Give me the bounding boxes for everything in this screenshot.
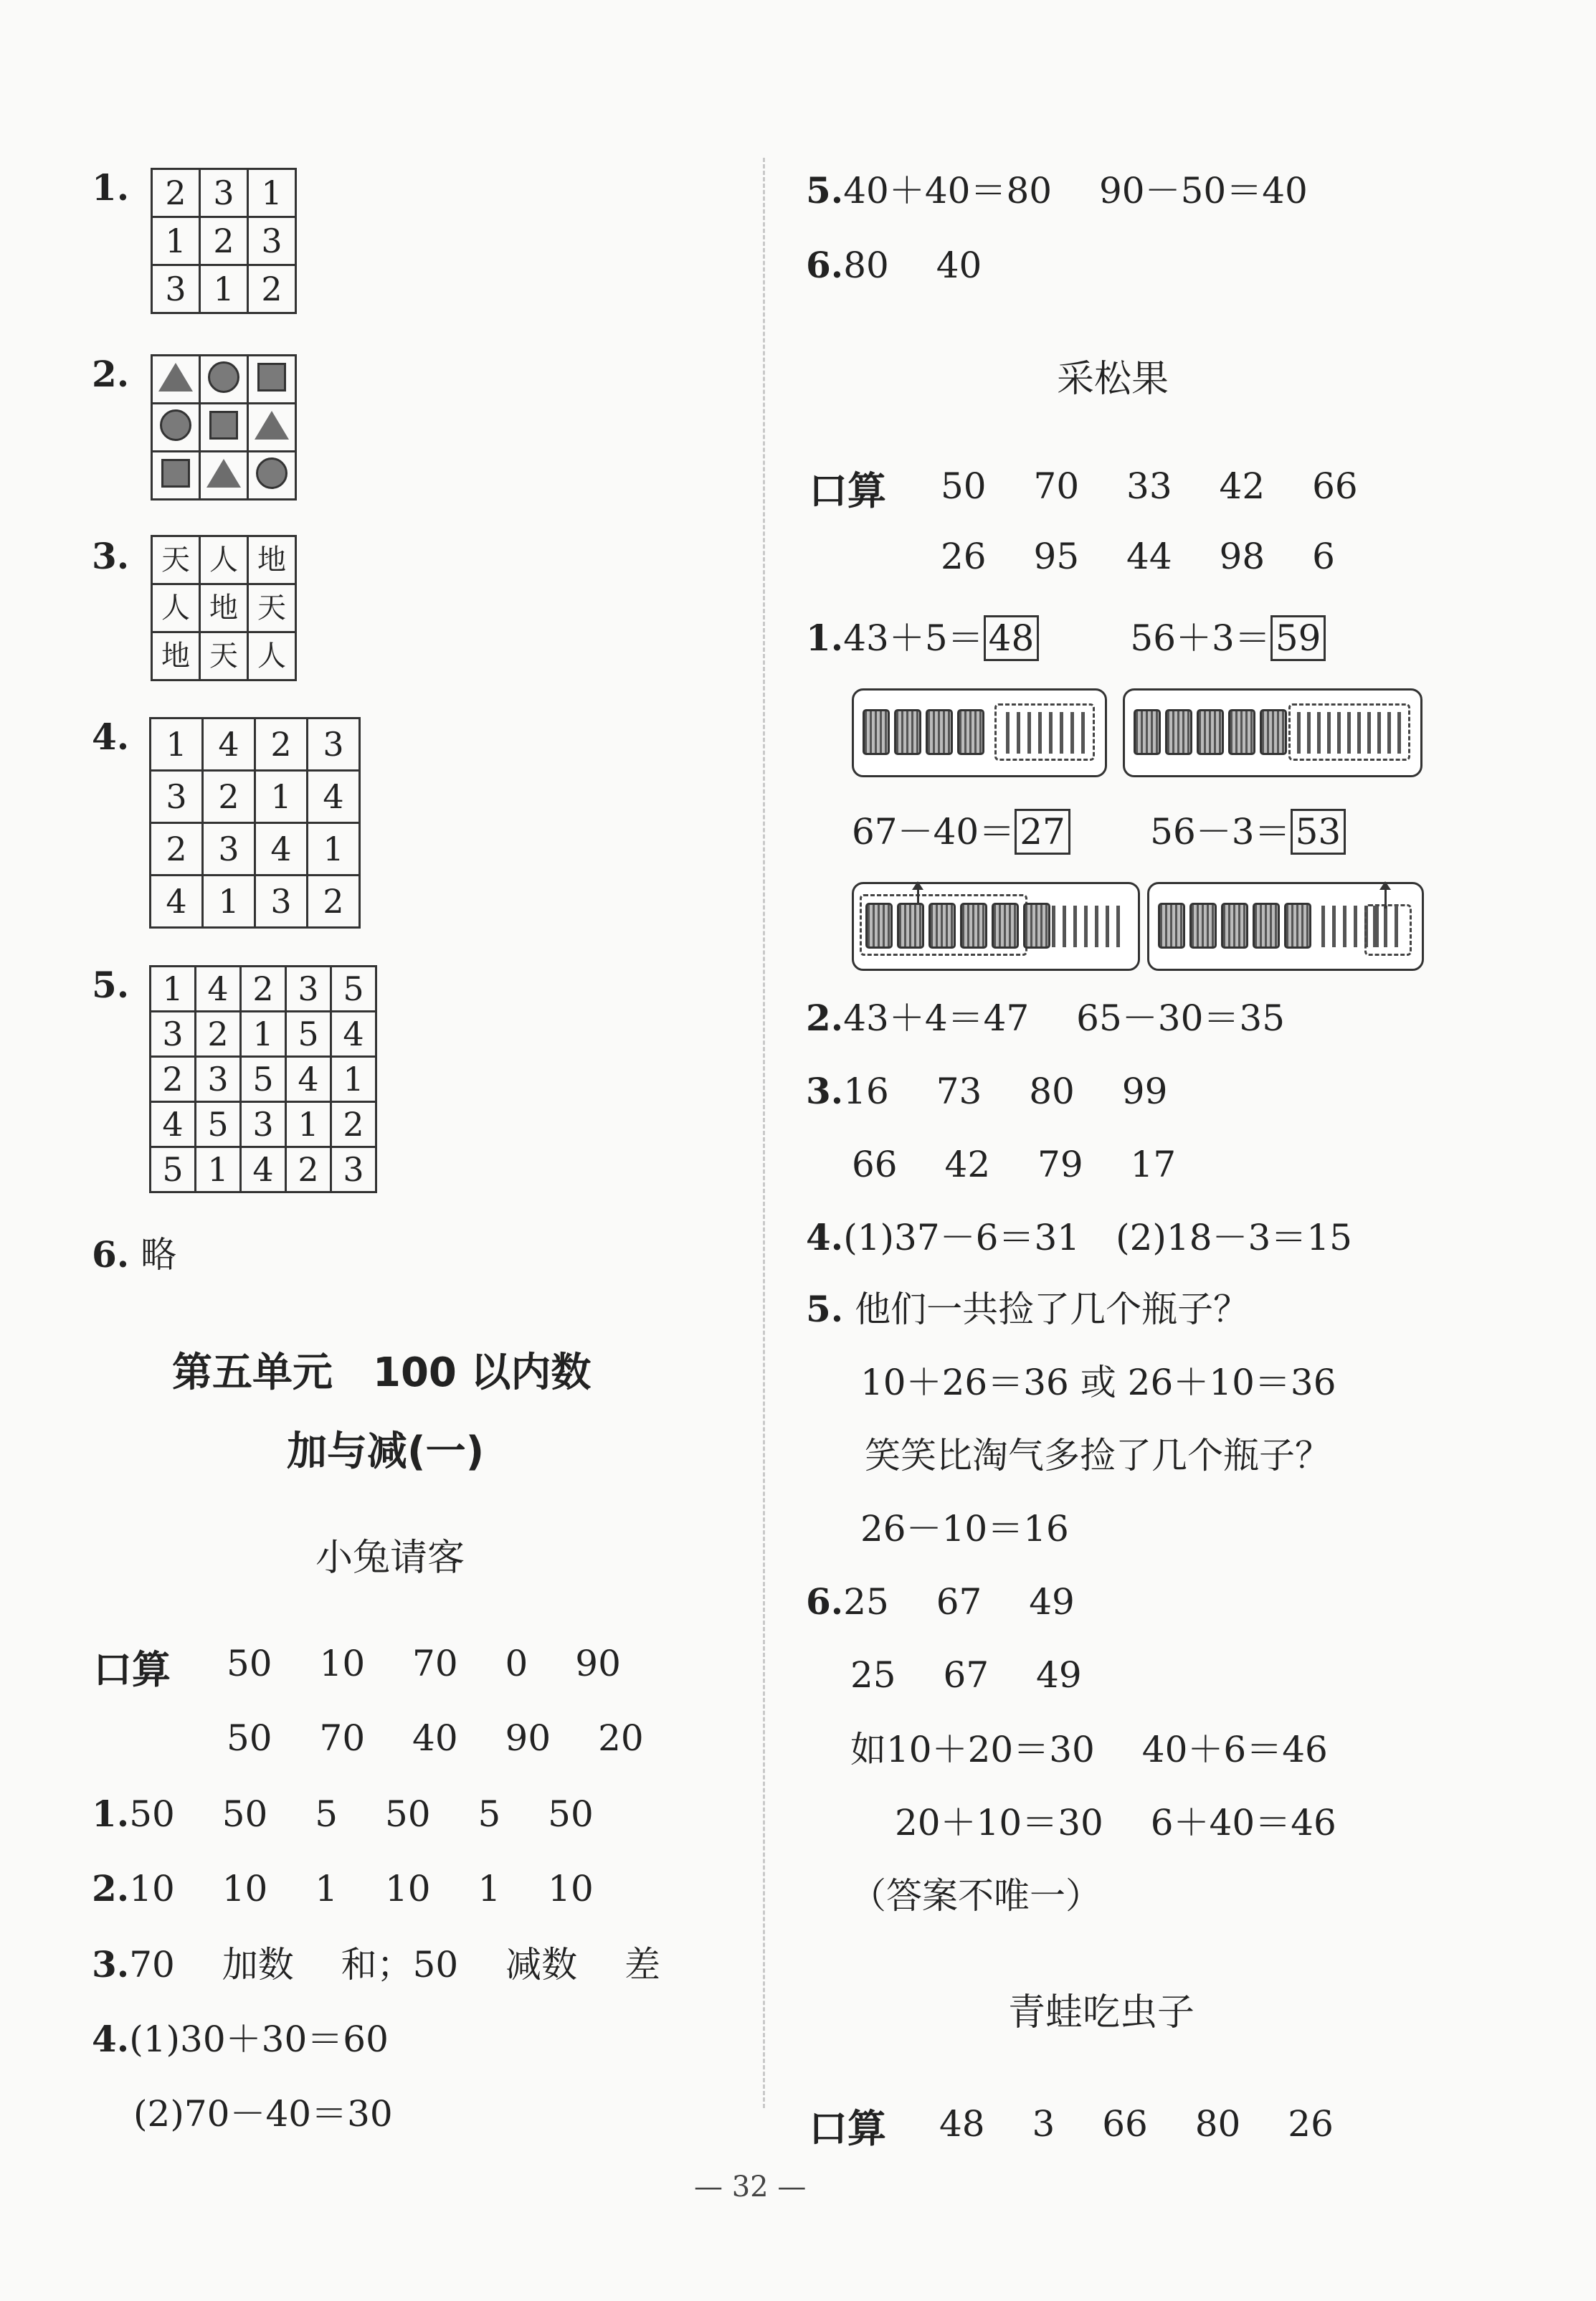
grid-cell: 1: [151, 967, 196, 1012]
stick-bundle-icon: [992, 903, 1019, 949]
grid-cell: 天: [200, 632, 248, 680]
grid-cell: 1: [331, 1057, 376, 1102]
dashed-outline: [1364, 904, 1412, 956]
stick-bundle-icon: [1189, 903, 1217, 949]
b4-line: [806, 1216, 1352, 1259]
b5-question-1: [806, 1288, 1249, 1331]
a4-line2: (2)70－40＝30: [133, 2093, 393, 2135]
stick-bundle-icon: [960, 903, 987, 949]
a4-line1: [92, 2018, 389, 2061]
circle-icon: [208, 361, 239, 393]
q3-number: 3.: [92, 535, 130, 577]
stick-icon: [1070, 712, 1074, 754]
q1-sudoku-grid: [151, 168, 297, 314]
stick-icon: [1397, 712, 1401, 754]
stick-icon: [1027, 712, 1031, 754]
square-icon: [257, 363, 286, 392]
b1-answer-box-2: 59: [1270, 615, 1326, 661]
a1-number: 1.: [92, 1793, 130, 1835]
b6-number: 6.: [806, 1580, 844, 1623]
stick-bundle-icon: [897, 903, 924, 949]
grid-cell: 1: [196, 1147, 241, 1192]
stick-icon: [1073, 906, 1077, 947]
r6-number: 6.: [806, 244, 844, 286]
counting-sticks-picture-3: [852, 882, 1140, 971]
stick-icon: [1081, 712, 1085, 754]
grid-cell: 地: [248, 536, 296, 584]
stick-bundle-icon: [928, 903, 956, 949]
grid-cell: 3: [196, 1057, 241, 1102]
a2-line: [92, 1867, 594, 1910]
b5-number: 5.: [806, 1288, 844, 1330]
grid-cell: [200, 404, 248, 452]
grid-cell: 3: [151, 1012, 196, 1057]
stick-icon: [1017, 712, 1020, 754]
stick-bundle-icon: [1253, 903, 1280, 949]
b5-q1-text: 他们一共捡了几个瓶子？: [855, 1289, 1250, 1330]
grid-cell: 4: [241, 1147, 286, 1192]
stick-icon: [1357, 712, 1361, 754]
q1-number: 1.: [92, 166, 130, 209]
b2-number: 2.: [806, 997, 844, 1039]
stick-bundle-icon: [1284, 903, 1311, 949]
kousuan2-row1: 50 70 33 42 66: [941, 465, 1358, 507]
grid-cell: [200, 452, 248, 500]
triangle-icon: [158, 363, 193, 392]
a2-number: 2.: [92, 1867, 130, 1909]
stick-icon: [1343, 906, 1346, 947]
arrow-up-icon: [1384, 888, 1387, 908]
grid-cell: 天: [152, 536, 200, 584]
stick-bundle-icon: [1158, 903, 1185, 949]
b1-eq4: 56－3＝: [1150, 811, 1291, 853]
stick-bundle-icon: [1165, 709, 1192, 755]
grid-cell: 地: [152, 632, 200, 680]
stick-bundle-icon: [1023, 903, 1050, 949]
stick-icon: [1297, 712, 1301, 754]
b1-answer-box-4: 53: [1291, 809, 1346, 855]
stick-bundle-icon: [1134, 709, 1161, 755]
stick-bundle-icon: [1260, 709, 1287, 755]
r5-answer: 40＋40＝80 90－50＝40: [843, 170, 1308, 212]
arrow-up-icon: [917, 888, 919, 904]
kousuan3-row1: 48 3 66 80 26: [939, 2103, 1334, 2145]
b5-question-2: 笑笑比淘气多捡了几个瓶子？: [865, 1435, 1331, 1476]
grid-cell: 2: [308, 876, 360, 928]
b2-line: [806, 997, 1285, 1040]
grid-cell: 4: [151, 876, 203, 928]
r5-number: 5.: [806, 169, 844, 212]
grid-cell: 2: [286, 1147, 331, 1192]
grid-cell: 1: [248, 169, 296, 217]
a2-answer: 10 10 1 10 1 10: [129, 1868, 594, 1909]
stick-icon: [1052, 906, 1055, 947]
r6-answer: 80 40: [843, 245, 982, 286]
lesson-title-qingwa: 青蛙吃虫子: [1008, 1991, 1195, 2034]
grid-cell: 5: [286, 1012, 331, 1057]
grid-cell: 2: [241, 967, 286, 1012]
stick-icon: [1327, 712, 1331, 754]
counting-sticks-picture-4: [1147, 882, 1424, 971]
grid-cell: 1: [255, 771, 308, 823]
grid-cell: 3: [286, 967, 331, 1012]
grid-cell: [248, 452, 296, 500]
stick-icon: [1337, 712, 1341, 754]
grid-cell: 4: [255, 823, 308, 876]
grid-cell: [152, 452, 200, 500]
grid-cell: 3: [151, 771, 203, 823]
stick-icon: [1317, 712, 1321, 754]
grid-cell: 3: [308, 718, 360, 771]
grid-cell: 2: [152, 169, 200, 217]
b1-answer-box-3: 27: [1015, 809, 1070, 855]
stick-icon: [1354, 906, 1357, 947]
b5-answer-2: 26－10＝16: [860, 1508, 1069, 1550]
grid-cell: [248, 404, 296, 452]
stick-icon: [1307, 712, 1311, 754]
q6-number: 6.: [92, 1233, 130, 1276]
q2-shape-grid: [151, 354, 297, 500]
square-icon: [161, 459, 190, 488]
grid-cell: 3: [331, 1147, 376, 1192]
grid-cell: 人: [152, 584, 200, 632]
stick-icon: [1395, 906, 1398, 947]
grid-cell: 2: [203, 771, 255, 823]
triangle-icon: [206, 459, 241, 488]
stick-icon: [1387, 712, 1391, 754]
a4-answer-1: (1)30＋30＝60: [129, 2018, 389, 2060]
q6-line: [92, 1233, 176, 1276]
dashed-outline: [994, 703, 1095, 761]
q5-number: 5.: [92, 964, 130, 1006]
q5-sudoku-grid: [149, 965, 377, 1193]
stick-icon: [1038, 712, 1042, 754]
column-divider: [763, 158, 765, 2108]
a1-line: [92, 1793, 594, 1836]
grid-cell: 4: [308, 771, 360, 823]
b4-answer: (1)37－6＝31 (2)18－3＝15: [843, 1217, 1352, 1258]
grid-cell: [200, 356, 248, 404]
b3-line1: [806, 1070, 1167, 1113]
grid-cell: 2: [196, 1012, 241, 1057]
grid-cell: [248, 356, 296, 404]
grid-cell: 4: [286, 1057, 331, 1102]
kousuan-row2: 50 70 40 90 20: [227, 1717, 644, 1759]
b3-line2: 66 42 79 17: [852, 1144, 1177, 1185]
b6-line1: [806, 1580, 1075, 1623]
b1-row1: [806, 615, 1326, 661]
grid-cell: 2: [151, 1057, 196, 1102]
q4-sudoku-grid: [149, 717, 361, 929]
stick-bundle-icon: [926, 709, 953, 755]
a1-answer: 50 50 5 50 5 50: [129, 1793, 594, 1835]
q6-answer: 略: [141, 1234, 177, 1276]
grid-cell: 3: [241, 1102, 286, 1147]
q2-number: 2.: [92, 353, 130, 395]
stick-bundle-icon: [1197, 709, 1224, 755]
grid-cell: 1: [151, 718, 203, 771]
grid-cell: 3: [203, 823, 255, 876]
square-icon: [209, 411, 238, 440]
stick-icon: [1116, 906, 1120, 947]
b2-answer: 43＋4＝47 65－30＝35: [843, 997, 1286, 1039]
grid-cell: 2: [151, 823, 203, 876]
stick-icon: [1106, 906, 1109, 947]
grid-cell: 1: [203, 876, 255, 928]
stick-bundle-icon: [865, 903, 893, 949]
grid-cell: [152, 356, 200, 404]
grid-cell: [152, 404, 200, 452]
b4-number: 4.: [806, 1216, 844, 1258]
kousuan-label: 口算: [93, 1647, 171, 1692]
stick-bundle-icon: [863, 709, 890, 755]
stick-icon: [1063, 906, 1066, 947]
grid-cell: 1: [286, 1102, 331, 1147]
stick-icon: [1332, 906, 1336, 947]
page-number: — 32 —: [694, 2170, 807, 2203]
stick-icon: [1049, 712, 1053, 754]
a4-number: 4.: [92, 2018, 130, 2060]
stick-icon: [1095, 906, 1098, 947]
a3-number: 3.: [92, 1943, 130, 1985]
stick-icon: [1060, 712, 1063, 754]
grid-cell: 4: [331, 1012, 376, 1057]
r6-line: [806, 244, 982, 287]
kousuan-row1: 50 10 70 0 90: [227, 1643, 621, 1684]
unit-title-line2: 加与减(一): [287, 1428, 485, 1475]
stick-icon: [1084, 906, 1088, 947]
grid-cell: 3: [248, 217, 296, 265]
grid-cell: 2: [200, 217, 248, 265]
grid-cell: 1: [152, 217, 200, 265]
lesson-title-xiaotu: 小兔请客: [315, 1537, 465, 1580]
b6-answer-1: 25 67 49: [843, 1581, 1075, 1623]
lesson-title-caisongguo: 采松果: [1057, 358, 1169, 401]
grid-cell: 人: [200, 536, 248, 584]
circle-icon: [160, 409, 191, 441]
b1-answer-box-1: 48: [984, 615, 1040, 661]
kousuan2-row2: 26 95 44 98 6: [941, 536, 1335, 577]
grid-cell: 3: [152, 265, 200, 313]
grid-cell: 5: [151, 1147, 196, 1192]
grid-cell: 2: [248, 265, 296, 313]
grid-cell: 1: [308, 823, 360, 876]
b5-answer-1: 10＋26＝36 或 26＋10＝36: [860, 1362, 1336, 1403]
b1-eq1: 43＋5＝: [843, 617, 984, 659]
b6-line3: 如10＋20＝30 40＋6＝46: [850, 1729, 1328, 1770]
grid-cell: 1: [200, 265, 248, 313]
grid-cell: 4: [203, 718, 255, 771]
counting-sticks-picture-1: [852, 688, 1107, 777]
q3-character-grid: [151, 535, 297, 681]
grid-cell: 地: [200, 584, 248, 632]
kousuan-label-2: 口算: [809, 468, 886, 513]
stick-icon: [1006, 712, 1010, 754]
grid-cell: 4: [151, 1102, 196, 1147]
kousuan-label-3: 口算: [809, 2106, 886, 2151]
stick-icon: [1377, 712, 1381, 754]
grid-cell: 5: [331, 967, 376, 1012]
a3-answer: 70 加数 和；50 减数 差: [129, 1944, 661, 1985]
grid-cell: 2: [331, 1102, 376, 1147]
triangle-icon: [255, 411, 289, 440]
a3-line: [92, 1943, 660, 1986]
b6-line4: 20＋10＝30 6＋40＝46: [895, 1802, 1336, 1844]
grid-cell: 1: [241, 1012, 286, 1057]
b6-line5: （答案不唯一）: [850, 1875, 1101, 1917]
stick-bundle-icon: [1221, 903, 1248, 949]
grid-cell: 3: [255, 876, 308, 928]
grid-cell: 5: [196, 1102, 241, 1147]
stick-icon: [1373, 906, 1377, 947]
stick-bundle-icon: [1228, 709, 1255, 755]
b6-line2: 25 67 49: [850, 1654, 1082, 1696]
stick-icon: [1384, 906, 1387, 947]
b1-number: 1.: [806, 617, 844, 659]
grid-cell: 3: [200, 169, 248, 217]
grid-cell: 5: [241, 1057, 286, 1102]
stick-icon: [1321, 906, 1325, 947]
circle-icon: [256, 457, 288, 489]
b1-eq2: 56＋3＝: [1130, 617, 1270, 659]
stick-bundle-icon: [894, 709, 921, 755]
b3-number: 3.: [806, 1070, 844, 1112]
q4-number: 4.: [92, 716, 130, 758]
b1-eq3: 67－40＝: [852, 811, 1015, 853]
grid-cell: 2: [255, 718, 308, 771]
stick-bundle-icon: [957, 709, 984, 755]
stick-icon: [1367, 712, 1371, 754]
r5-line: [806, 169, 1308, 212]
grid-cell: 4: [196, 967, 241, 1012]
b1-row2: [852, 809, 1346, 855]
stick-icon: [1347, 712, 1351, 754]
unit-title-line1: 第五单元 100 以内数: [172, 1349, 592, 1396]
b3-answer-1: 16 73 80 99: [843, 1071, 1168, 1112]
grid-cell: 天: [248, 584, 296, 632]
grid-cell: 人: [248, 632, 296, 680]
counting-sticks-picture-2: [1123, 688, 1422, 777]
